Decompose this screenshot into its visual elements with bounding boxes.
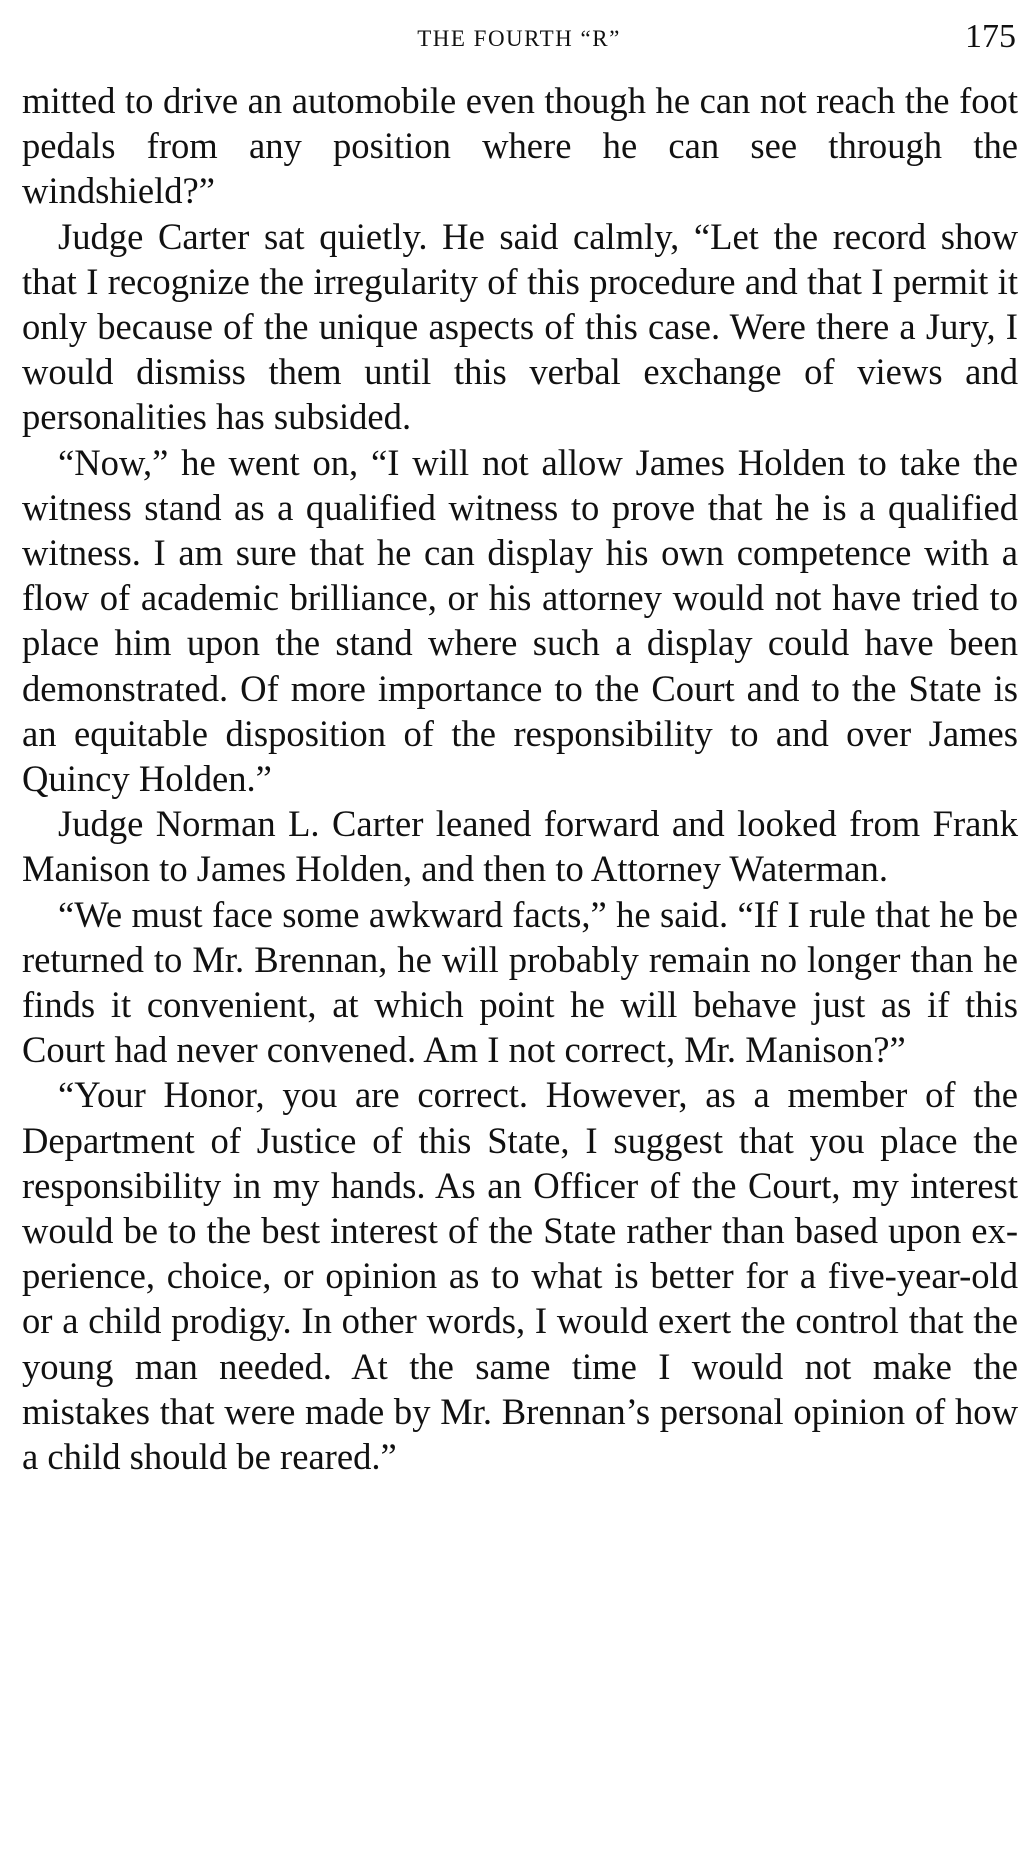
paragraph: “We must face some awkward facts,” he said. “If I rule that he be returned to Mr. Brennan, he will probably remain no longer than he finds it convenient, at which point he will behave just as if this Court had never convened. Am I not correct, Mr. Manison?”: [22, 893, 1018, 1071]
paragraph: “Your Honor, you are correct. However, as a member of the Department of Justice of this State, I suggest that you place the responsibility in my hands. As an Officer of the Court, my interest would be to the best interest of the State rather than based upon experience, choice, or opinion as to what is better for a five-year-old or a child prodigy. In other words, I would exert the control that the young man needed. At the same time I would not make the mistakes that were made by Mr. Brennan’s personal opinion of how a child should be reared.”: [22, 1074, 1018, 1478]
running-head: [22, 18, 1016, 64]
paragraph: Judge Norman L. Carter leaned forward and looked from Frank Manison to James Holden, and then to Attorney Waterman.: [22, 803, 1018, 890]
running-title: THE FOURTH “R”: [417, 26, 621, 51]
page-number: 175: [965, 18, 1016, 55]
paragraph: “Now,” he went on, “I will not allow James Holden to take the witness stand as a qualified witness to prove that he is a qualified witness. I am sure that he can display his own competence with a flow of academic brilliance, or his attorney would not have tried to place him upon the stand where such a display could have been demonstrated. Of more importance to the Court and to the State is an equitable disposition of the responsibility to and over James Quincy Holden.”: [22, 441, 1018, 800]
paragraph: Judge Carter sat quietly. He said calmly, “Let the record show that I recognize the irregularity of this procedure and that I permit it only because of the unique aspects of this case. Were there a Jury, I would dismiss them until this verbal exchange of views and personalities has subsided.: [22, 215, 1018, 438]
paragraph-continued: mitted to drive an automobile even though he can not reach the foot pedals from any position where he can see through the windshield?”: [22, 80, 1018, 212]
body-text: [22, 78, 1018, 1479]
